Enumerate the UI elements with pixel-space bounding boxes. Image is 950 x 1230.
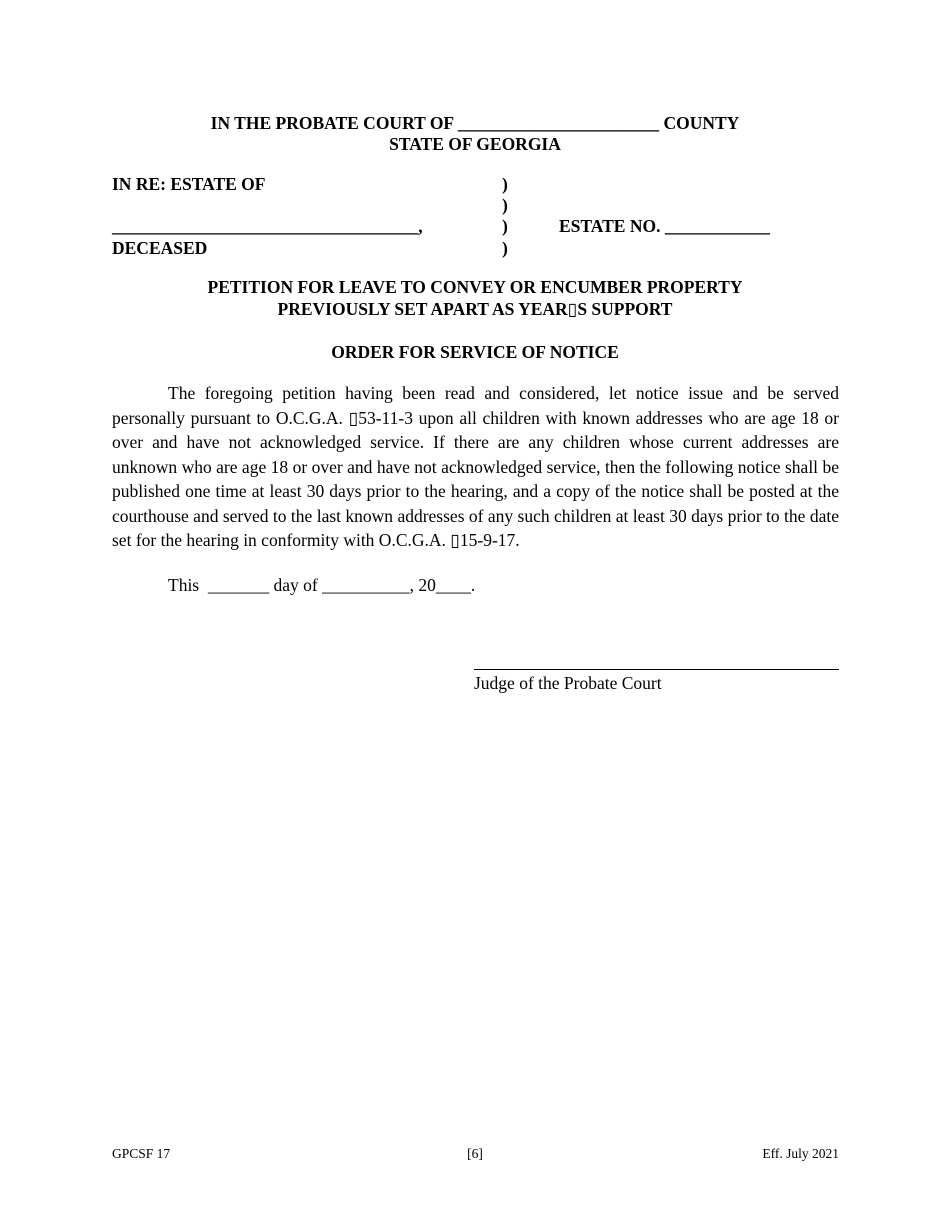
order-heading: ORDER FOR SERVICE OF NOTICE [331, 342, 619, 362]
caption-paren: ) [502, 238, 508, 258]
court-header: IN THE PROBATE COURT OF _______________________ COUNTY [210, 113, 740, 133]
footer-form-id: GPCSF 17 [112, 1146, 171, 1161]
caption-paren: ) [502, 216, 508, 236]
caption-paren: ) [502, 174, 508, 194]
footer-page-number: [6] [467, 1146, 483, 1161]
caption-in-re: IN RE: ESTATE OF [112, 174, 266, 194]
caption-name-line: ___________________________________, [112, 216, 423, 236]
order-paragraph: The foregoing petition having been read and considered, let notice issue and be served personally pursuant to O.C.G.A. ▯53-11-3 upon all children with known addresses who are age 18 or over and have not acknowledged service. If there are any children whose current addresses are unknown who are age 18 or over and have not acknowledged service, then the following notice shall be published one time at least 30 days prior to the hearing, and a copy of the notice shall be posted at the courthouse and served to the last known addresses of any such children at least 30 days prior to the date set for the hearing in conformity with O.C.G.A. ▯15-9-17. [112, 383, 839, 550]
state-header: STATE OF GEORGIA [389, 134, 561, 154]
date-line: This _______ day of __________, 20____. [168, 575, 476, 595]
signature-label: Judge of the Probate Court [474, 673, 662, 693]
caption-deceased: DECEASED [112, 238, 208, 258]
petition-title-line2: PREVIOUSLY SET APART AS YEAR▯S SUPPORT [277, 299, 673, 319]
footer-effective-date: Eff. July 2021 [762, 1146, 839, 1161]
petition-title-line1: PETITION FOR LEAVE TO CONVEY OR ENCUMBER PROPERTY [207, 277, 743, 297]
caption-paren: ) [502, 195, 508, 215]
estate-number: ESTATE NO. ____________ [559, 216, 770, 236]
signature-line [474, 669, 839, 670]
